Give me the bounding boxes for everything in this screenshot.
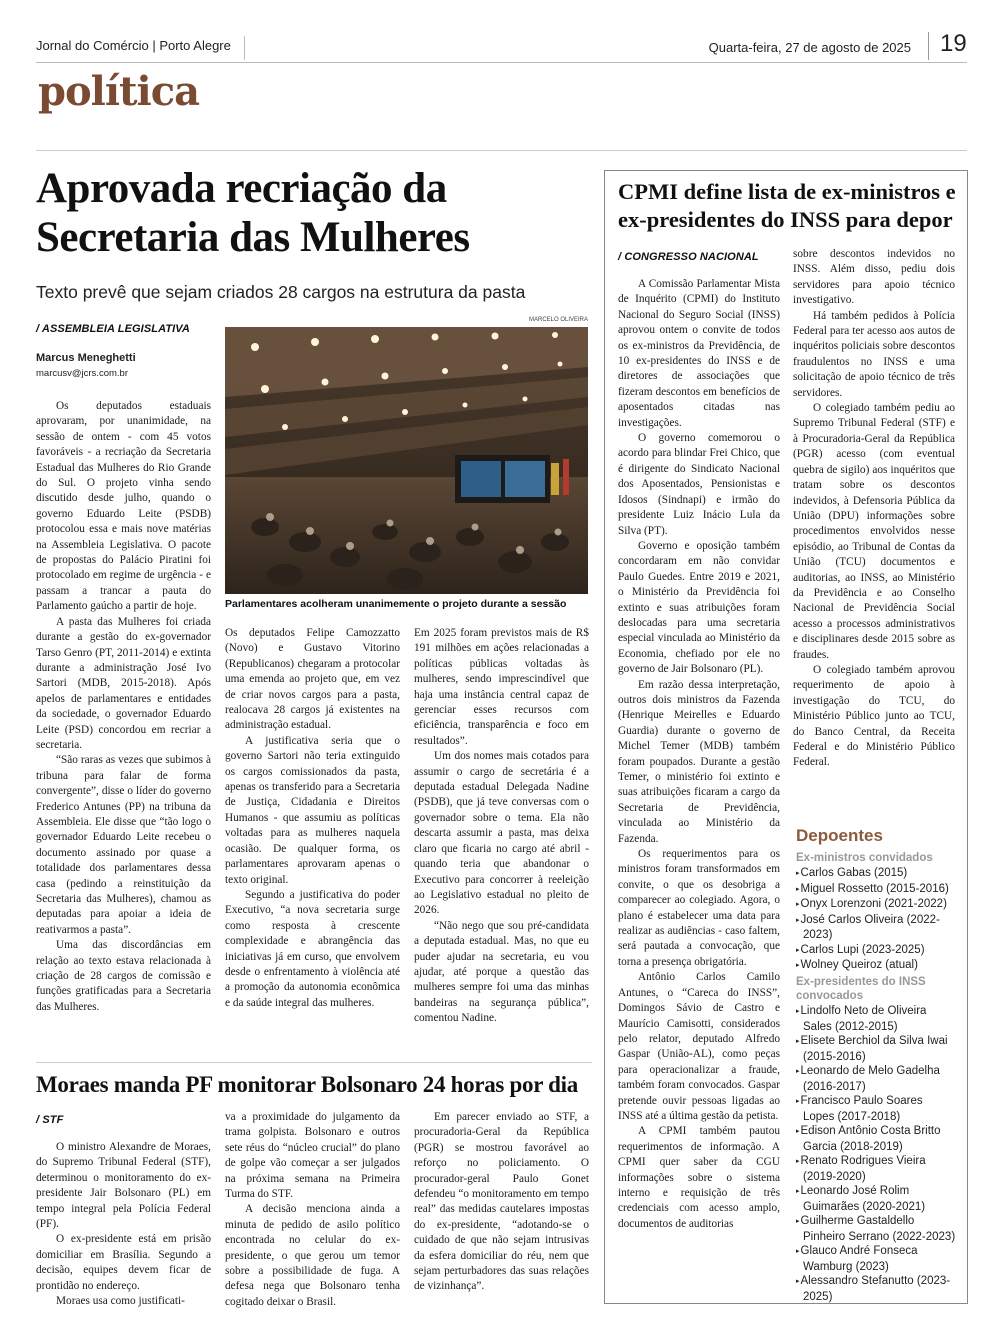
paragraph: A decisão menciona ainda a minuta de pedido de asilo político encontrada no celular do ex-presidente, o que gerou um temor sobre a possibilidade de fuga. A defesa nega que Bolsonaro tenha cogitado deixar o Brasil. bbox=[225, 1203, 400, 1308]
main-headline bbox=[36, 164, 596, 262]
depoentes-title: Depoentes bbox=[796, 826, 883, 845]
second-headline: Moraes manda PF monitorar Bolsonaro 24 horas por dia bbox=[36, 1072, 578, 1097]
second-story-column-2 bbox=[225, 1110, 400, 1310]
main-headline-line-1: Aprovada recriação da bbox=[36, 165, 447, 212]
paragraph: “São raras as vezes que subimos à tribuna para falar de forma convergente”, disse o líder do governo Frederico Antunes (PP) na tribuna da Assembleia. Ele disse que “tão logo o governador Eduardo Leite recebeu o documento assinado por quase a totalidade dos parlamentares dessa casa (pedindo a reinstituição da Secretaria das Mulheres), chamou as deputadas para apoiar a ideia de reativarmos a pasta”. bbox=[36, 754, 211, 936]
paragraph: O ministro Alexandre de Moraes, do Supremo Tribunal Federal (STF), determinou o monitoramento do ex-presidente Jair Bolsonaro (PL) em tempo integral pela Polícia Federal (PF). bbox=[36, 1141, 211, 1231]
assembly-session-photo bbox=[225, 327, 588, 594]
list-item: ▸ Guilherme Gastaldello Pinheiro Serrano (2022-2023) bbox=[796, 1214, 956, 1244]
paragraph: Segundo a justificativa do poder Executivo, “a nova secretaria surge como resposta à crescente complexidade e abrangência das iniciativas já em curso, que envolvem desde o enfrentamento à violência até a promoção da autonomia econômica e da saúde integral das mulheres. bbox=[225, 888, 400, 1009]
list-item: ▸ Miguel Rossetto (2015-2016) bbox=[796, 882, 956, 898]
list-item: ▸ Glauco André Fonseca Wamburg (2023) bbox=[796, 1244, 956, 1274]
masthead-rule bbox=[36, 62, 967, 63]
paragraph: O ex-presidente está em prisão domiciliar em Brasília. Segundo a decisão, equipes devem ficar de prontidão no endereço. bbox=[36, 1233, 211, 1292]
paragraph: va a proximidade do julgamento da trama golpista. Bolsonaro e outros sete réus do “núcleo crucial” do plano de golpe vão começar a ser julgados na próxima semana na Primeira Turma do STF. bbox=[225, 1111, 400, 1201]
author-email: marcusv@jcrs.com.br bbox=[36, 368, 128, 379]
main-story-column-3 bbox=[414, 626, 589, 1027]
paragraph: Em 2025 foram previstos mais de R$ 191 milhões em ações relacionadas a políticas públicas voltadas às mulheres, sendo imprescindível que haja uma instância central capaz de gerenciar esses recursos com eficiência, transparência e foco em resultados”. bbox=[414, 627, 589, 747]
paragraph: Em parecer enviado ao STF, a procuradoria-Geral da República (PGR) se mostrou favorável ao reforço no policiamento. O procurador-geral Paulo Gonet defendeu “o monitoramento em tempo real” das medidas cautelares impostas do ex-presidente, “adotando-se o cuidado de que não sejam intrusivas da esfera domiciliar do réu, nem que sejam perturbadores das suas relações de vizinhança”. bbox=[414, 1111, 589, 1293]
box-headline-line-1: CPMI define lista de ex-ministros e bbox=[618, 179, 956, 204]
paragraph: A Comissão Parlamentar Mista de Inquérito (CPMI) do Instituto Nacional do Seguro Social (INSS) aprovou ontem o convite de todos os ex-ministros da Previdência, de 10 ex-presidentes do INSS e de diretores de associações que fizeram descontos em benefícios de aposentados citadas nas investigações. bbox=[618, 278, 780, 429]
paragraph: A CPMI também pautou requerimentos de informação. A CPMI quer saber da CGU informações sobre o sistema interno e requisição de três credenciais com acesso amplo, documentos de auditorias bbox=[618, 1125, 780, 1230]
paragraph: Uma das discordâncias em relação ao texto estava relacionada à criação de 28 cargos de comissão e funções gratificadas para a Secretaria das Mulheres. bbox=[36, 939, 211, 1013]
list-item: ▸ Lindolfo Neto de Oliveira Sales (2012-2015) bbox=[796, 1004, 956, 1034]
section-rule bbox=[36, 150, 967, 151]
second-story-tag: / STF bbox=[36, 1114, 63, 1126]
list-item: ▸ Renato Rodrigues Vieira (2019-2020) bbox=[796, 1154, 956, 1184]
list-item: ▸ Carlos Gabas (2015) bbox=[796, 866, 956, 882]
box-story-column-1 bbox=[618, 277, 780, 1232]
paragraph: Os deputados Felipe Camozzatto (Novo) e Gustavo Vitorino (Republicanos) chegaram a protocolar uma emenda ao projeto que, em vez de criar novos cargos para a pasta, realocava 28 cargos já existentes na administração estadual. bbox=[225, 627, 400, 732]
paragraph: Em razão dessa interpretação, outros dois ministros da Fazenda (Henrique Meirelles e Eduardo Guardia) durante o governo de Michel Temer (MDB) também foram poupados. Durante a gestão Temer, o ministério foi extinto e suas atribuições ficaram a cargo da Secretaria de Previdência, vinculada ao Ministério da Fazenda. bbox=[618, 678, 780, 845]
paragraph: Há também pedidos à Polícia Federal para ter acesso aos autos de inquéritos policiais sobre descontos fraudulentos no INSS e uma solicitação de apoio técnico de três servidores. bbox=[793, 309, 955, 399]
paragraph: A justificativa seria que o governo Sartori não teria extinguido os cargos comissionados da pasta, apenas os transferido para a Secretaria de Justiça, Cidadania e Direitos Humanos - que assumiu as políticas voltadas para as mulheres naquela ocasião. De qualquer forma, os parlamentares aprovaram apenas o texto original. bbox=[225, 734, 400, 886]
list-item: ▸ Onyx Lorenzoni (2021-2022) bbox=[796, 897, 956, 913]
issue-date: Quarta-feira, 27 de agosto de 2025 bbox=[708, 40, 911, 55]
list-item: ▸ Edison Antônio Costa Britto Garcia (2018-2019) bbox=[796, 1124, 956, 1154]
author-name: Marcus Meneghetti bbox=[36, 352, 136, 364]
paragraph: “Não nego que sou pré-candidata a deputada estadual. Mas, no que eu puder ajudar na secretaria, eu vou ajudar, até porque a questão das mulheres sempre foi uma das minhas bandeiras na segurança pública”, comentou Nadine. bbox=[414, 919, 589, 1025]
ministers-list bbox=[796, 866, 956, 974]
list-item: ▸ Francisco Paulo Soares Lopes (2017-2018) bbox=[796, 1094, 956, 1124]
list-item: ▸ Leonardo José Rolim Guimarães (2020-2021) bbox=[796, 1184, 956, 1214]
paragraph: Um dos nomes mais cotados para assumir o cargo de secretária é a deputada estadual Delegada Nadine (PSDB), que já teve conversas com o governador sobre o tema. Ela não descarta assumir a pasta, mas deixa claro que ficaria no cargo até abril - quando teria que abandonar o Executivo para concorrer à reeleição ao Legislativo estadual no pleito de 2026. bbox=[414, 750, 589, 917]
ministers-label: Ex-ministros convidados bbox=[796, 852, 933, 864]
presidents-label-line-2: convocados bbox=[796, 990, 864, 1002]
list-item: ▸ Elisete Berchiol da Silva Iwai (2015-2016) bbox=[796, 1034, 956, 1064]
box-story-tag: / CONGRESSO NACIONAL bbox=[618, 251, 759, 263]
list-item: ▸ Alessandro Stefanutto (2023-2025) bbox=[796, 1274, 956, 1304]
second-story-column-1 bbox=[36, 1140, 211, 1309]
paragraph: Os deputados estaduais aprovaram, por unanimidade, na sessão de ontem - com 45 votos favoráveis - a recriação da Secretaria Estadual das Mulheres do Rio Grande do Sul. O projeto vinha sendo discutido desde julho, quando o governo Eduardo Leite (PSDB) protocolou essa e mais nove matérias na Assembleia Legislativa. O pacote de propostas do Palácio Piratini foi protocolado em regime de urgência - e passam a trancar a pauta do Parlamento gaúcho a partir de hoje. bbox=[36, 400, 211, 613]
main-subheadline: Texto prevê que sejam criados 28 cargos na estrutura da pasta bbox=[36, 282, 526, 302]
page-number-divider bbox=[928, 32, 929, 60]
page-number: 19 bbox=[940, 30, 967, 57]
photo-caption: Parlamentares acolheram unanimemente o projeto durante a sessão bbox=[225, 598, 567, 610]
paragraph: sobre descontos indevidos no INSS. Além disso, pediu dois servidores para apoio técnico investigativo. bbox=[793, 248, 955, 307]
main-story-column-2 bbox=[225, 626, 400, 1011]
paragraph: A pasta das Mulheres foi criada durante a gestão do ex-governador Tarso Genro (PT, 2011-2014) e extinta durante a administração José Ivo Sartori (MDB, 2015-2018). Após apelos de parlamentares e entidades da sociedade, o governador Eduardo Leite (PSD) concordou em recriar a secretaria. bbox=[36, 615, 211, 751]
publication-name: Jornal do Comércio | Porto Alegre bbox=[36, 38, 231, 53]
presidents-label bbox=[796, 975, 926, 1003]
paragraph: O governo comemorou o acordo para blindar Frei Chico, que é dirigente do Sindicato Nacional dos Aposentados, Pensionistas e Idosos (Sindnapi) e irmão do presidente Luiz Inácio Lula da Silva (PT). bbox=[618, 432, 780, 537]
box-story-column-2 bbox=[793, 247, 955, 771]
paragraph: Moraes usa como justificati- bbox=[56, 1295, 185, 1308]
box-headline-line-2: ex-presidentes do INSS para depor bbox=[618, 207, 953, 232]
main-story-column-1 bbox=[36, 399, 211, 1015]
paragraph: Governo e oposição também concordaram em não convidar Paulo Guedes. Entre 2019 e 2021, o Ministério da Previdência foi extinto e suas atribuições foram deslocadas para uma secretaria especial vinculada ao Ministério da Economia, chefiado por ele no governo de Jair Bolsonaro (PL). bbox=[618, 539, 780, 676]
story-divider bbox=[36, 1062, 592, 1063]
second-story-column-3 bbox=[414, 1110, 589, 1295]
photo-credit: MARCELO OLIVEIRA bbox=[528, 317, 588, 323]
main-story-tag: / ASSEMBLEIA LEGISLATIVA bbox=[36, 323, 190, 335]
presidents-label-line-1: Ex-presidentes do INSS bbox=[796, 976, 926, 988]
list-item: ▸ Wolney Queiroz (atual) bbox=[796, 958, 956, 974]
paragraph: O colegiado também aprovou requerimento de apoio à investigação do TCU, do Ministério Público junto ao TCU, do Banco Central, da Receita Federal e do Ministério Público Federal. bbox=[793, 663, 955, 769]
paragraph: Antônio Carlos Camilo Antunes, o “Careca do INSS”, Domingos Sávio de Castro e Maurício Camisotti, considerados pelo relator, deputado Alfredo Gaspar (União-AL), como peças para operacionalizar a fraude, também foram convocados. Gaspar pretende ouvir pessoas ligadas ao INSS até a última gestão da petista. bbox=[618, 971, 780, 1122]
section-title: política bbox=[38, 68, 199, 115]
list-item: ▸ Carlos Lupi (2023-2025) bbox=[796, 943, 956, 959]
list-item: ▸ Leonardo de Melo Gadelha (2016-2017) bbox=[796, 1064, 956, 1094]
box-headline bbox=[618, 178, 963, 234]
paragraph: Os requerimentos para os ministros foram transformados em convite, o que os desobriga a comparecer ao colegiado. Agora, o plano é estabelecer uma data para realizar as audiências - caso faltem, será pautada a convocação, que torna a presença obrigatória. bbox=[618, 848, 780, 968]
presidents-list bbox=[796, 1004, 956, 1304]
main-headline-line-2: Secretaria das Mulheres bbox=[36, 214, 470, 261]
masthead-divider bbox=[244, 36, 245, 60]
list-item: ▸ José Carlos Oliveira (2022-2023) bbox=[796, 913, 956, 943]
paragraph: O colegiado também pediu ao Supremo Tribunal Federal (STF) e à Procuradoria-Geral da República (PGR) acesso (com eventual quebra de sigilo) aos inquéritos que tratam sobre os descontos indevidos, à Defensoria Pública da União (DPU) informações sobre procedimentos envolvidos nesse episódio, ao Tribunal de Contas da União (TCU) documentos e auditorias, ao INSS, ao Ministério da Previdência e ao Conselho Nacional de Previdência Social acesso a processos administrativos e disciplinares desde 2015 sobre as fraudes. bbox=[793, 402, 955, 661]
